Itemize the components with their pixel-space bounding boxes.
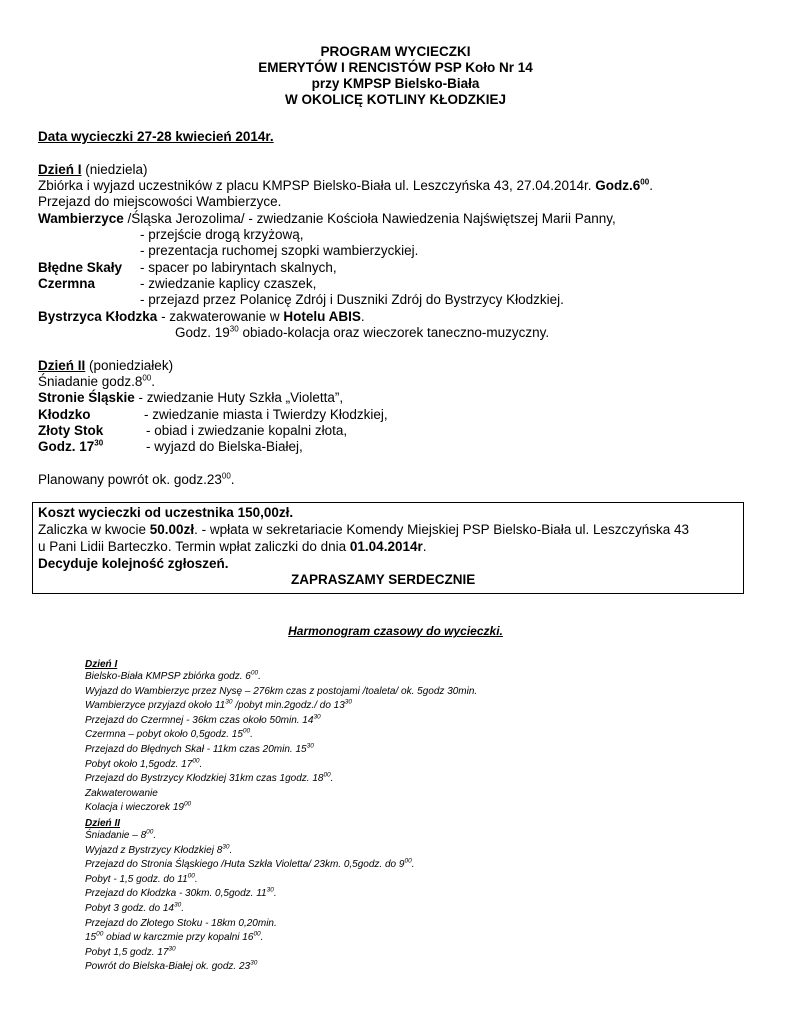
day2-weekday: (poniedziałek) [85, 358, 174, 373]
cost-box [32, 502, 744, 594]
departure-desc: - wyjazd do Bielska-Białej, [146, 439, 303, 454]
stronie-desc: - zwiedzanie Huty Szkła „Violetta”, [134, 390, 344, 405]
schedule-day2-item-text: Pobyt - 1,5 godz. do 11 [85, 873, 188, 885]
place-stronie: Stronie Śląskie [38, 390, 135, 405]
place-zloty-stok: Złoty Stok [38, 423, 104, 438]
schedule-day1-item-text: Przejazd do Bystrzycy Kłodzkiej 31km czas 1godz. 18 [85, 773, 324, 785]
schedule-day2-item-tail: . [411, 859, 415, 871]
day1-czermna-2: - przejazd przez Polanicę Zdrój i Duszniki Zdrój do Bystrzycy Kłodzkiej. [140, 292, 564, 307]
trip-cost: Koszt wycieczki od uczestnika 150,00zł. [38, 505, 294, 520]
day1-heading [38, 162, 148, 178]
schedule-day1-item-sup2: 30 [344, 698, 353, 706]
schedule-day2-item [85, 932, 263, 944]
schedule-day1-item-sup: 30 [306, 742, 314, 750]
schedule-day1-item-sup: 00 [183, 801, 192, 809]
day2-zloty-stok [38, 423, 103, 439]
zloty-desc: - obiad i zwiedzanie kopalni złota, [146, 423, 348, 438]
schedule-day1-item-text: Bielsko-Biała KMPSP zbiórka godz. 6 [85, 671, 251, 682]
schedule-day1-title: Dzień I [85, 659, 118, 670]
schedule-day2-item-sup: 00 [404, 857, 412, 865]
schedule-day1-item [85, 788, 158, 800]
day2-klodzko [38, 407, 91, 423]
return-text: Planowany powrót ok. godz.23 [38, 472, 222, 487]
schedule-day1-item-sup: 00 [250, 669, 259, 677]
day1-wambierzyce-2: - przejście drogą krzyżową, [140, 227, 304, 242]
invitation: ZAPRASZAMY SERDECZNIE [291, 572, 476, 587]
schedule-day1-item-text: Pobyt około 1,5godz. 17 [85, 758, 193, 770]
schedule-day2-item [85, 903, 184, 915]
gathering-time [595, 178, 649, 193]
day1-bledne [38, 260, 122, 276]
trip-date: Data wycieczki 27-28 kwiecień 2014r. [38, 129, 274, 144]
schedule-day1-item [85, 759, 202, 771]
schedule-day2-item-text: 15 [85, 932, 97, 944]
dinner-time-sup: 30 [229, 324, 239, 334]
schedule-day2-item [85, 830, 156, 842]
schedule-day1-item-text: Kolacja i wieczorek 19 [85, 802, 184, 814]
czermna-desc: - zwiedzanie kaplicy czaszek, [140, 276, 317, 291]
schedule-day2-item-tail: . [181, 903, 184, 914]
schedule-day1-item [85, 686, 477, 698]
schedule-day1-item-sup: 30 [225, 698, 233, 706]
day1-czermna [38, 276, 95, 292]
schedule-day2-item-sup: 00 [96, 930, 104, 938]
schedule-day2-item-tail: obiad w karczmie przy kopalni 16 [103, 932, 254, 944]
deposit-deadline: 01.04.2014r [349, 539, 423, 554]
schedule-day1-item-tail: . [199, 758, 203, 770]
schedule-day1-item [85, 802, 191, 814]
day1-title: Dzień I [38, 162, 82, 177]
schedule-day2-item-sup: 30 [250, 960, 258, 968]
schedule-day2-item-sup: 30 [168, 945, 176, 953]
schedule-day2-item-sup: 30 [222, 843, 230, 851]
schedule-day2-item-sup: 30 [266, 887, 274, 895]
place-bledne-skaly: Błędne Skały [38, 260, 123, 275]
departure-time [38, 439, 103, 454]
return-sup: 00 [221, 471, 231, 481]
klodzko-desc: - zwiedzanie miasta i Twierdzy Kłodzkiej, [144, 407, 388, 422]
day2-departure [38, 439, 103, 455]
place-bystrzyca: Bystrzyca Kłodzka [38, 309, 158, 324]
deposit-line2-pre: u Pani Lidii Barteczko. Termin wpłat zaliczki do dnia [38, 539, 350, 554]
schedule-day2-item [85, 859, 414, 871]
schedule-day2-item-tail: . [153, 830, 157, 841]
deposit-amount: 50.00zł [149, 522, 195, 537]
departure-time-sup: 30 [94, 438, 104, 448]
schedule-day2-item [85, 918, 277, 930]
breakfast-text: Śniadanie godz.8 [38, 374, 143, 389]
schedule-day2-item [85, 845, 232, 857]
schedule-day2-item-tail: . [273, 888, 277, 900]
schedule-day2-item [85, 961, 257, 973]
planned-return: Planowany powrót ok. $godz.23^{00}$. [38, 471, 235, 487]
day1-bystrzyca: Bystrzyca Kłodzka - zakwaterowanie w Hotelu ABIS. [38, 309, 365, 324]
place-wambierzyce: Wambierzyce [38, 211, 124, 226]
schedule-day1-item-tail: . [330, 773, 334, 785]
day2-heading [38, 358, 173, 374]
day1-weekday: (niedziela) [81, 162, 148, 177]
deposit-line-2 [38, 539, 427, 555]
schedule-day2-item-text: Przejazd do Stronia Śląskiego /Huta Szkła Violetta/ 23km. 0,5godz. do 9 [85, 859, 405, 871]
schedule-day2-item-text: Przejazd do Kłodzka - 30km. 0,5godz. 11 [85, 888, 267, 900]
schedule-day2-item [85, 888, 277, 900]
hotel-name: Hotelu ABIS [283, 309, 361, 324]
schedule-day2-title: Dzień II [85, 818, 121, 829]
bledne-desc: - spacer po labiryntach skalnych, [140, 260, 337, 275]
schedule-day2-item-tail: . [194, 873, 198, 885]
schedule-day2-item-tail: . [229, 844, 233, 856]
schedule-day2-item-tail2: . [260, 932, 264, 944]
day1-wambierzyce [38, 211, 616, 227]
bystrzyca-desc: - zakwaterowanie w [157, 309, 284, 324]
day1-wambierzyce-3: - prezentacja ruchomej szopki wambierzyckiej. [140, 243, 419, 258]
schedule-title: Harmonogram czasowy do wycieczki. [288, 624, 503, 638]
schedule-day1-item-sup: 00 [323, 771, 331, 779]
deposit-line2-post: . [422, 539, 427, 554]
program-subtitle-organizer: przy KMPSP Bielsko-Biała [311, 76, 480, 91]
schedule-day1-item [85, 671, 261, 683]
dinner-desc: obiado-kolacja oraz wieczorek taneczno-muzyczny. [238, 325, 550, 340]
schedule-day1-item-text: Przejazd do Błędnych Skał - 11km czas 20min. 15 [85, 744, 307, 755]
schedule-day2-item-text: Przejazd do Złotego Stoku - 18km 0,20min. [85, 917, 277, 929]
dinner-time: Godz. 19 [175, 325, 230, 340]
place-klodzko: Kłodzko [38, 407, 91, 422]
schedule-day1-item-text: Przejazd do Czermnej - 36km czas około 50min. 14 [85, 714, 314, 726]
schedule-day1-item-tail: . [258, 671, 261, 682]
day2-stronie [38, 390, 343, 406]
deposit-line-1 [38, 522, 689, 538]
schedule-day2-item-text: Pobyt 1,5 godz. 17 [85, 946, 169, 958]
schedule-day1-item-sup: 00 [242, 728, 251, 736]
day1-transfer: Przejazd do miejscowości Wambierzyce. [38, 194, 282, 209]
schedule-day1-item [85, 715, 321, 727]
schedule-day1-item-text: Zakwaterowanie [85, 787, 158, 799]
schedule-day2-item [85, 874, 198, 886]
deposit-pre: Zaliczka w kwocie [38, 522, 150, 537]
program-subtitle-group: EMERYTÓW I RENCISTÓW PSP Koło Nr 14 [258, 60, 533, 75]
schedule-day2-item [85, 947, 176, 959]
schedule-day2-item-text: Powrót do Bielska-Białej ok. godz. 23 [85, 961, 251, 973]
day1-gathering: Zbiórka i wyjazd uczestników z placu KMPSP Bielsko-Biała ul. Leszczyńska 43, 27.04.2014r. $Godz.6^{00}$. [38, 177, 653, 193]
order-note: Decyduje kolejność zgłoszeń. [38, 556, 229, 571]
place-czermna: Czermna [38, 276, 96, 291]
schedule-day2-item-sup: 00 [187, 872, 195, 880]
breakfast-sup: 00 [142, 373, 152, 383]
schedule-day1-item-sup: 30 [313, 713, 321, 721]
schedule-day2-item-text: Śniadanie – 8 [85, 830, 147, 841]
program-subtitle-destination: W OKOLICĘ KOTLINY KŁODZKIEJ [284, 92, 506, 107]
gathering-time-sup: 00 [640, 177, 650, 187]
schedule-day2-item-sup: 00 [146, 828, 154, 836]
program-title: PROGRAM WYCIECZKI [320, 44, 471, 59]
schedule-day1-item [85, 744, 314, 756]
schedule-day1-item [85, 700, 352, 712]
schedule-day2-item-sup2: 00 [253, 930, 261, 938]
schedule-day2-item-text: Wyjazd z Bystrzycy Kłodzkiej 8 [85, 844, 223, 856]
schedule-day1-item [85, 773, 333, 785]
deposit-post: . - wpłata w sekretariacie Komendy Miejskiej PSP Bielsko-Biała ul. Leszczyńska 43 [194, 522, 690, 537]
gathering-time-label: Godz.6 [595, 178, 641, 193]
day2-title: Dzień II [38, 358, 86, 373]
schedule-day1-item-text: Czermna – pobyt około 0,5godz. 15 [85, 729, 243, 741]
departure-time-label: Godz. 17 [38, 439, 95, 454]
schedule-day1-item-tail: . [250, 729, 253, 741]
schedule-day2-item-text: Pobyt 3 godz. do 14 [85, 903, 174, 914]
schedule-day1-item-text: Wyjazd do Wambierzyc przez Nysę – 276km czas z postojami /toaleta/ ok. 5godz 30min. [85, 685, 478, 697]
schedule-day1-item-text: Wambierzyce przyjazd około 11 [85, 700, 226, 712]
day1-dinner [175, 325, 549, 341]
gathering-text: Zbiórka i wyjazd uczestników z placu KMPSP Bielsko-Biała ul. Leszczyńska 43, 27.04.2014r. [38, 178, 596, 193]
day2-breakfast: Śniadanie $godz.8^{00}$. [38, 373, 156, 389]
schedule-day1-item-tail: /pobyt min.2godz./ do 13 [232, 700, 345, 712]
schedule-day1-item-sup: 00 [192, 757, 200, 765]
wambierzyce-desc: /Śląska Jerozolima/ - zwiedzanie Kościoła Nawiedzenia Najświętszej Marii Panny, [123, 211, 616, 226]
schedule-day2-item-sup: 30 [173, 901, 182, 909]
schedule-day1-item [85, 729, 253, 741]
